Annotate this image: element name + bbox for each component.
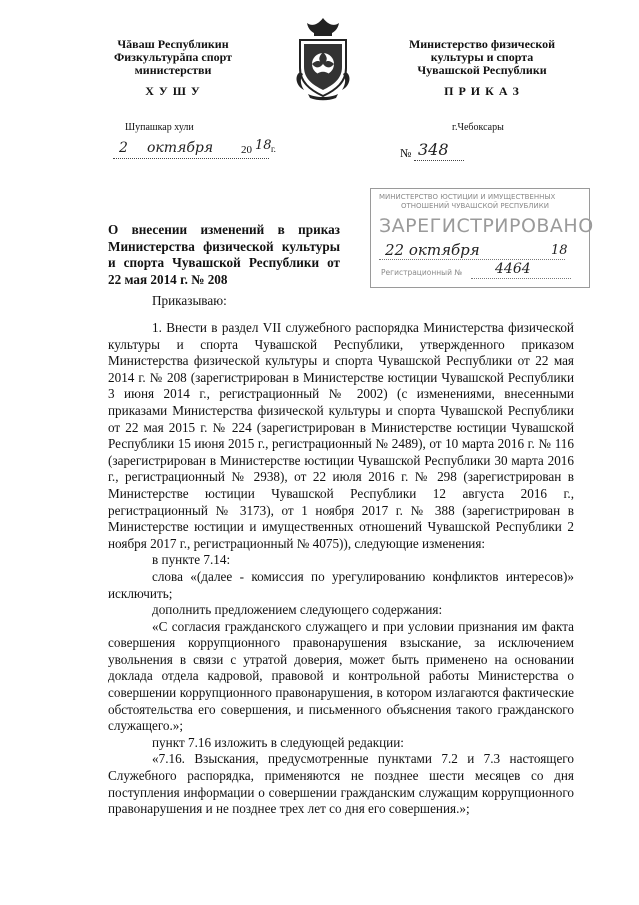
date-year-end: г. xyxy=(271,144,276,154)
title-line4: 22 мая 2014 г. № 208 xyxy=(108,271,228,287)
stamp-reg-number: 4464 xyxy=(495,261,531,277)
city-left: Шупашкар хули xyxy=(125,122,194,133)
body-paragraph-6: пункт 7.16 изложить в следующей редакции: xyxy=(152,734,404,750)
stamp-date-hand: 22 октября xyxy=(385,241,480,259)
stamp-reg-underline xyxy=(471,278,571,279)
document-title xyxy=(108,222,340,288)
stamp-org-line2: ОТНОШЕНИЙ ЧУВАШСКОЙ РЕСПУБЛИКИ xyxy=(401,202,549,210)
date-year-prefix: 20 xyxy=(241,144,252,156)
header-left-line1: Чăваш Республикин xyxy=(117,37,229,51)
title-line3: и спорта Чувашской Республики от xyxy=(108,255,340,271)
date-line xyxy=(105,138,285,162)
header-left-line2: Физкультурăпа спорт xyxy=(113,50,233,64)
body-paragraph-7: «7.16. Взыскания, предусмотренные пунктами 7.2 и 7.3 настоящего Служебного распорядка, применяются не позднее шести месяцев со дня поступления информации о совершении гражданским служащим коррупционного правонарушения и не позднее трех лет со дня его совершения.»; xyxy=(108,751,574,817)
order-number xyxy=(400,140,490,164)
stamp-reg-label: Регистрационный № xyxy=(381,268,463,277)
header-left-doc-type: Х У Ш У xyxy=(145,84,201,98)
registration-stamp xyxy=(370,188,594,288)
header-left xyxy=(88,38,258,98)
order-word: Приказываю: xyxy=(152,293,227,308)
document-body xyxy=(108,320,574,818)
number-underline xyxy=(414,160,464,161)
stamp-org-line1: МИНИСТЕРСТВО ЮСТИЦИИ И ИМУЩЕСТВЕННЫХ xyxy=(379,193,556,201)
order-number-value: 348 xyxy=(418,140,449,159)
order-number-label: № xyxy=(400,146,412,160)
city-right: г.Чебоксары xyxy=(452,122,504,133)
body-paragraph-2: в пункте 7.14: xyxy=(152,552,231,568)
header-right-line3: Чувашской Республики xyxy=(417,63,547,77)
body-paragraph-5: «С согласия гражданского служащего и при условии признания им факта совершения коррупционного правонарушения взыскание, за исключением увольнения в связи с утратой доверия, может быть применено на основании доклада отдела кадровой, правовой и контрольной работы Министерства о совершении коррупционного правонарушения, в котором излагаются фактические обстоятельства его совершения, и письменного объяснения такого гражданского служащего.»; xyxy=(108,618,574,734)
body-paragraph-3: слова «(далее - комиссия по урегулированию конфликтов интересов)» исключить; xyxy=(108,568,574,601)
header-right xyxy=(392,38,572,98)
title-line1: О внесении изменений в приказ xyxy=(108,222,340,237)
stamp-date-underline xyxy=(379,259,565,260)
header-right-line1: Министерство физической xyxy=(408,37,556,51)
header-right-doc-type: П Р И К А З xyxy=(444,84,520,98)
date-day: 2 xyxy=(119,140,128,156)
date-underline xyxy=(113,158,269,159)
coat-of-arms-emblem xyxy=(290,14,356,102)
body-paragraph-1: 1. Внести в раздел VII служебного распорядка Министерства физической культуры и спорта Чувашской Республики, утвержденного приказом Министерства физической культуры и спорта Чувашской Республики от 22 мая 2014 г. № 208 (зарегистрирован в Министерстве юстиции Чувашской Республики 3 июня 2014 г., регистрационный № 2002) (с изменениями, внесенными приказами Министерства физической культуры и спорта Чувашской Республики от 22 мая 2015 г. № 224 (зарегистрирован в Министерстве юстиции Чувашской Республики 15 июня 2015 г., регистрационный № 2489), от 10 марта 2016 г. № 116 (зарегистрирован в Министерстве юстиции Чувашской Республики 30 марта 2016 г., регистрационный № 2938), от 22 июля 2016 г. № 298 (зарегистрирован в Министерстве юстиции Чувашской Республики 12 августа 2016 г., регистрационный № 3173), от 1 ноября 2017 г. № 388 (зарегистрирован в Министерстве юстиции и имущественных отношений Чувашской Республики 2 ноября 2017 г., регистрационный № 4075)), следующие изменения: xyxy=(108,320,574,551)
stamp-year-hand: 18 xyxy=(551,243,568,258)
body-paragraph-4: дополнить предложением следующего содержания: xyxy=(152,602,443,618)
header-right-line2: культуры и спорта xyxy=(430,50,534,64)
date-year-suffix: 18 xyxy=(255,138,272,153)
stamp-word: ЗАРЕГИСТРИРОВАНО xyxy=(379,215,594,237)
header-left-line3: министерстви xyxy=(134,63,212,77)
date-month: октября xyxy=(147,140,214,156)
title-line2: Министерства физической культуры xyxy=(108,238,340,254)
